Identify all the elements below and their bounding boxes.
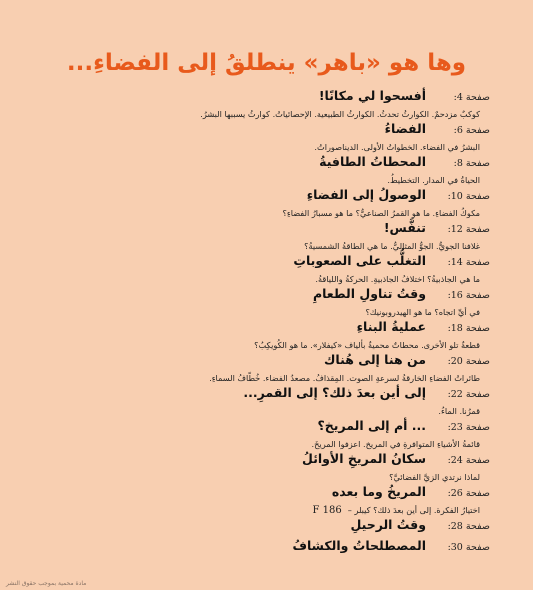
- toc-description: قمرُنا. الماءُ.: [438, 406, 480, 416]
- toc-heading: أفسحوا لي مكانًا!: [318, 88, 426, 103]
- toc-description: قطعةٌ تلو الأخرى. محطاتٌ محميةٌ بألياف «كيفلار». ما هو الكُويكِبُ؟: [254, 340, 480, 350]
- toc-entry: [42, 88, 490, 121]
- page-ref: صفحة 18:: [447, 323, 490, 334]
- toc-heading: سكانُ المريخِ الأوائلُ: [302, 451, 426, 466]
- toc-heading: المريخُ وما بعده: [331, 484, 426, 499]
- page-ref: صفحة 10:: [447, 191, 490, 202]
- toc-description: البشرُ في الفضاء. الخطواتُ الأولى. الديناصوراتُ.: [314, 142, 480, 152]
- toc-entry: [42, 484, 490, 517]
- toc-entry: [42, 517, 490, 536]
- page-ref: صفحة 14:: [447, 257, 490, 268]
- toc-heading: وقتُ الرحيلِ: [350, 517, 426, 532]
- page-ref: صفحة 22:: [447, 389, 490, 400]
- toc-description: غلافنا الجويُّ. الجوُّ المثاليُّ. ما هي الطاقةُ الشمسيةُ؟: [304, 241, 480, 251]
- toc-description: في أيِّ اتجاه؟ ما هو الهيدروبونيك؟: [365, 307, 480, 317]
- toc-entry: [42, 253, 490, 286]
- toc-entry: [42, 538, 490, 557]
- toc-heading: التغلُّب على الصعوباتِ: [293, 253, 426, 268]
- toc-entry: [42, 154, 490, 187]
- table-of-contents: [42, 88, 490, 557]
- page-ref: صفحة 4:: [453, 92, 490, 103]
- toc-description: قائمةُ الأشياءِ المتوافرةِ في المريخ. اعزفوا المريخَ.: [311, 439, 480, 449]
- page-ref: صفحة 26:: [447, 488, 490, 499]
- page-ref: صفحة 20:: [447, 356, 490, 367]
- toc-entry: [42, 418, 490, 451]
- toc-description: مكوكُ الفضاءِ. ما هو القمرُ الصناعيُّ؟ ما هو مسبارُ الفضاءِ؟: [282, 208, 480, 218]
- copyright-notice: مادة محمية بموجب حقوق النشر: [6, 580, 87, 587]
- toc-heading: وقتُ تناولِ الطعامِ: [312, 286, 426, 301]
- toc-heading: عمليةُ البناءِ: [356, 319, 426, 334]
- toc-description: الحياةُ في المدار. التخطيطُ.: [387, 175, 480, 185]
- page-title: وها هو «باهر» ينطلقُ إلى الفضاءِ...: [66, 50, 467, 76]
- toc-entry: [42, 286, 490, 319]
- page-ref: صفحة 28:: [447, 521, 490, 532]
- toc-heading: الفضاءُ: [384, 121, 426, 136]
- toc-entry: [42, 385, 490, 418]
- page-ref: صفحة 12:: [447, 224, 490, 235]
- toc-description: اختيارُ الفكرة. إلى أين بعدَ ذلك؟ كيبلر –186 F: [312, 505, 480, 516]
- toc-entry: [42, 121, 490, 154]
- toc-description: ما هي الجاذبيةُ؟ اختلافُ الجاذبيةِ. الحركةُ واللياقةُ.: [315, 274, 480, 284]
- toc-entry: [42, 187, 490, 220]
- toc-heading: المحطاتُ الطافيةُ: [319, 154, 426, 169]
- toc-heading: تنفَّس!: [383, 220, 426, 235]
- toc-heading: من هنا إلى هُناك: [323, 352, 426, 367]
- toc-heading: ... أم إلى المريخ؟: [317, 418, 426, 433]
- page-ref: صفحة 24:: [447, 455, 490, 466]
- toc-entry: [42, 451, 490, 484]
- page-ref: صفحة 16:: [447, 290, 490, 301]
- toc-entry: [42, 319, 490, 352]
- toc-description: لماذا نرتدي الزيَّ الفضائيَّ؟: [389, 472, 480, 482]
- toc-entry: [42, 220, 490, 253]
- toc-description: كوكبٌ مزدحمٌ. الكوارثُ تحدثُ. الكوارثُ الطبيعية. الإحصائياتُ. كوارثُ يسببها البشرُ.: [200, 109, 480, 119]
- page-ref: صفحة 6:: [453, 125, 490, 136]
- toc-heading: المصطلحاتُ والكشافُ: [292, 538, 426, 553]
- planet-designation: 186 F: [312, 505, 342, 516]
- page-ref: صفحة 8:: [453, 158, 490, 169]
- toc-description: طائراتُ الفضاءِ الخارقةُ لسرعةِ الصوت. المِقذافُ. مصعدُ الفضاء. خُطّافُ السماءِ.: [209, 373, 480, 383]
- page-ref: صفحة 30:: [447, 542, 490, 553]
- toc-heading: الوصولُ إلى الفضاءِ: [306, 187, 426, 202]
- toc-heading: إلى أين بعدَ ذلك؟ إلى القمرِ...: [243, 385, 426, 400]
- toc-entry: [42, 352, 490, 385]
- page-ref: صفحة 23:: [447, 422, 490, 433]
